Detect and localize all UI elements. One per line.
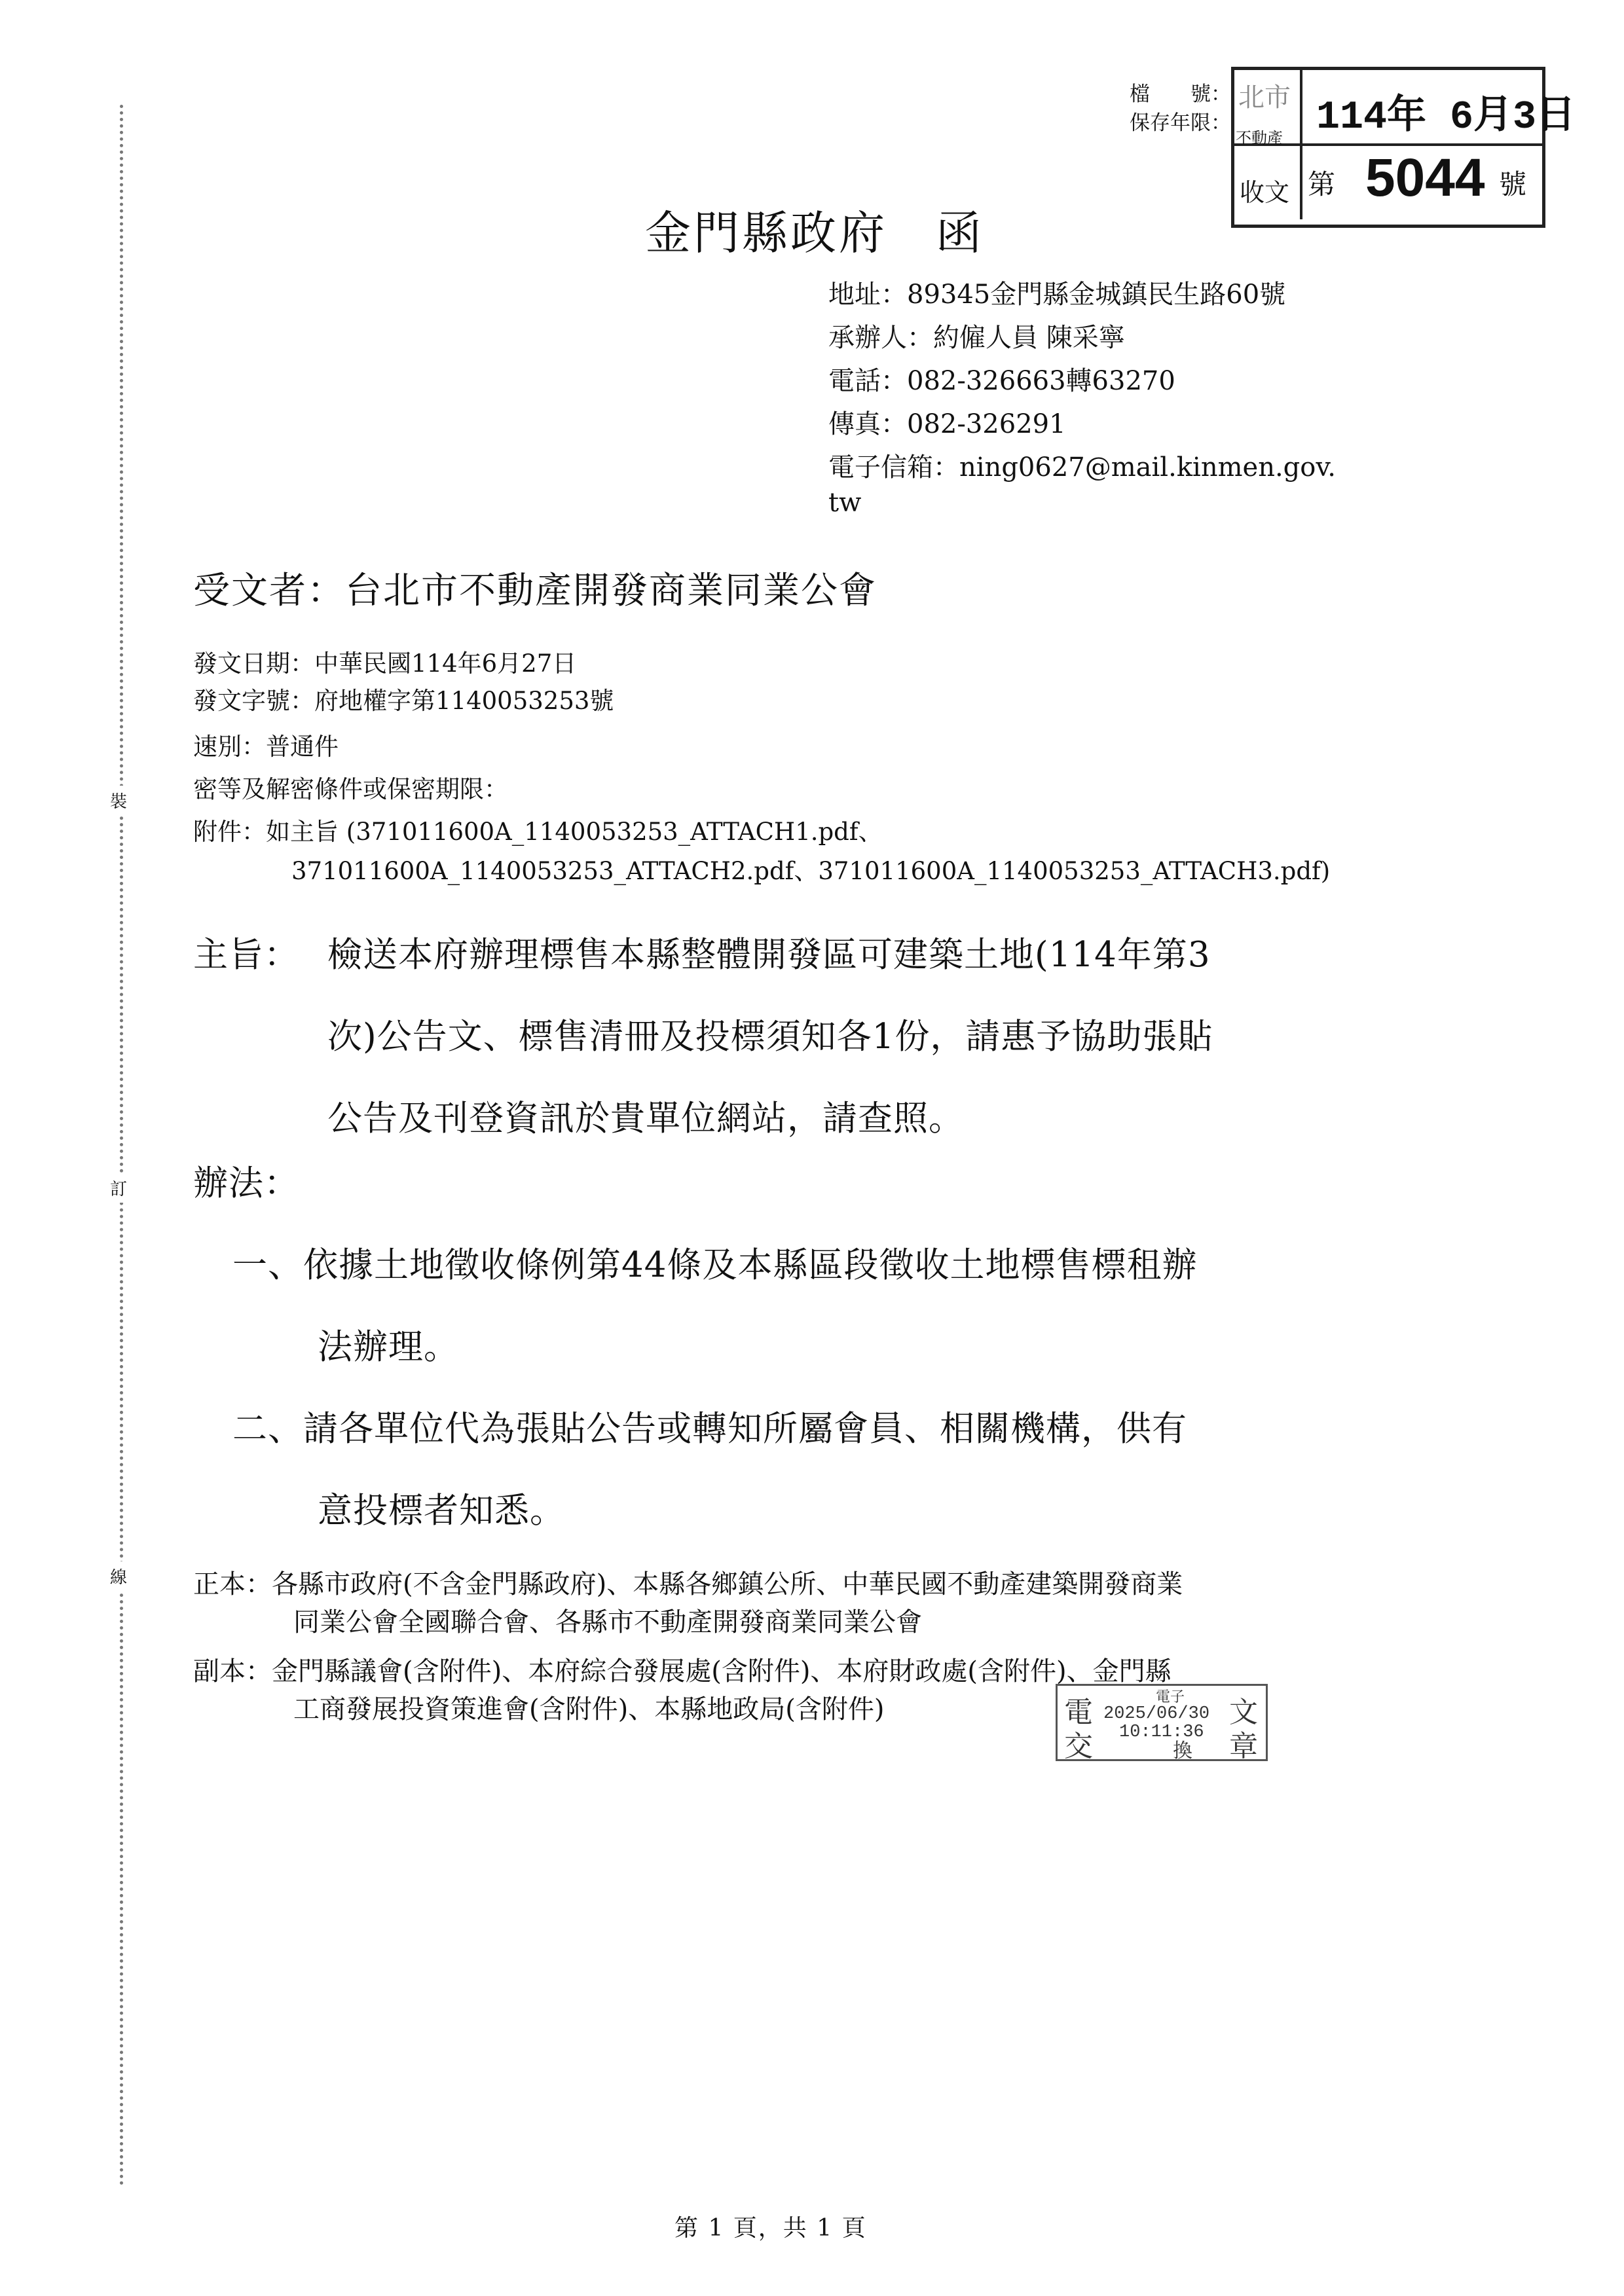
e-stamp-date: 2025/06/30	[1103, 1704, 1210, 1724]
original-recipients: 正本：各縣市政府(不含金門縣政府)、本縣各鄉鎮公所、中華民國不動產建築開發商業	[193, 1569, 1183, 1599]
file-number-label: 檔 號：	[1130, 82, 1231, 106]
copy-recipients: 副本：金門縣議會(含附件)、本府綜合發展處(含附件)、本府財政處(含附件)、金門縣	[193, 1656, 1172, 1686]
attachments: 附件：如主旨 (371011600A_1140053253_ATTACH1.pdf、	[193, 818, 883, 846]
speed-class: 速別：普通件	[193, 733, 339, 761]
e-stamp-time: 10:11:36	[1119, 1722, 1204, 1742]
attachments-continued: 371011600A_1140053253_ATTACH2.pdf、371011600A_1140053253_ATTACH3.pdf)	[291, 857, 1331, 885]
receipt-stamp-number-suffix: 號	[1499, 168, 1527, 200]
contact-handler: 承辦人：約僱人員 陳采寧	[828, 323, 1125, 353]
receipt-stamp-number: 5044	[1365, 148, 1485, 208]
retention-period-label: 保存年限：	[1130, 111, 1231, 135]
binding-mark-xian: 線	[110, 1561, 127, 1591]
binding-mark-zhuang: 裝	[110, 786, 127, 815]
original-recipients-continued: 同業公會全國聯合會、各縣市不動產開發商業同業公會	[293, 1607, 922, 1637]
contact-address: 地址：89345金門縣金城鎮民生路60號	[828, 280, 1286, 310]
recipient: 受文者：台北市不動產開發商業同業公會	[193, 570, 877, 612]
secrecy-conditions: 密等及解密條件或保密期限：	[193, 775, 508, 803]
e-stamp-center-bottom: 換	[1173, 1740, 1192, 1762]
e-stamp-right-bottom: 章	[1229, 1730, 1258, 1763]
receipt-stamp-received-label: 收文	[1240, 178, 1290, 207]
subject-label: 主旨：	[193, 935, 299, 975]
receipt-stamp-dept: 不動產	[1236, 129, 1283, 147]
receipt-stamp	[1231, 67, 1576, 228]
binding-mark-ding: 訂	[110, 1173, 127, 1203]
issue-date: 發文日期：中華民國114年6月27日	[193, 649, 577, 678]
subject-line-3: 公告及刊登資訊於貴單位網站，請查照。	[327, 1099, 964, 1139]
copy-recipients-continued: 工商發展投資策進會(含附件)、本縣地政局(含附件)	[293, 1694, 885, 1724]
method-item-2-continued: 意投標者知悉。	[318, 1491, 565, 1531]
receipt-stamp-date: 114年 6月3日	[1316, 96, 1576, 140]
e-stamp-left-bottom: 交	[1064, 1730, 1093, 1763]
e-stamp-left-top: 電	[1064, 1696, 1093, 1729]
e-stamp-right-top: 文	[1229, 1696, 1258, 1729]
method-label: 辦法：	[193, 1163, 299, 1203]
e-stamp-center-top: 電子	[1156, 1689, 1185, 1705]
method-item-1: 一、依據土地徵收條例第44條及本縣區段徵收土地標售標租辦	[232, 1245, 1198, 1285]
contact-phone: 電話：082-326663轉63270	[828, 366, 1175, 396]
contact-email: 電子信箱：ning0627@mail.kinmen.gov.	[828, 452, 1336, 483]
contact-fax: 傳真：082-326291	[828, 409, 1066, 439]
method-item-1-continued: 法辦理。	[318, 1327, 459, 1367]
binding-margin-dotted-line	[120, 105, 123, 2187]
receipt-stamp-org: 北市	[1238, 82, 1291, 113]
document-title: 金門縣政府 函	[645, 206, 984, 260]
contact-email-continued: tw	[828, 488, 862, 518]
method-item-2: 二、請各單位代為張貼公告或轉知所屬會員、相關機構，供有	[232, 1409, 1187, 1449]
document-number: 發文字號：府地權字第1140053253號	[193, 687, 614, 715]
subject-line-1: 檢送本府辦理標售本縣整體開發區可建築土地(114年第3	[327, 935, 1211, 975]
electronic-exchange-stamp	[1056, 1684, 1268, 1761]
subject-line-2: 次)公告文、標售清冊及投標須知各1份，請惠予協助張貼	[327, 1017, 1213, 1057]
receipt-stamp-number-prefix: 第	[1308, 168, 1336, 200]
page-number: 第 1 頁，共 1 頁	[674, 2215, 867, 2242]
